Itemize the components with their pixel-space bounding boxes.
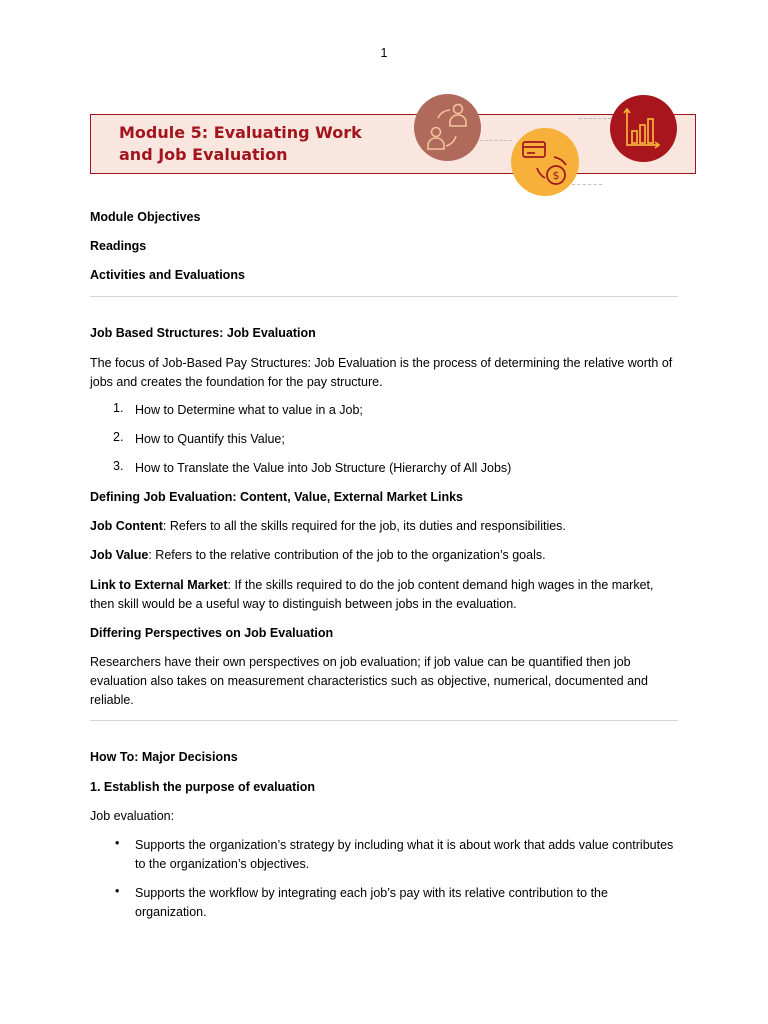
toc-link-readings[interactable]: Readings — [90, 239, 147, 253]
list-item: How to Determine what to value in a Job; — [135, 403, 363, 417]
bullet-dot: • — [115, 836, 120, 850]
people-exchange-icon — [414, 94, 481, 161]
list-number: 2. — [113, 430, 124, 444]
list-item: How to Translate the Value into Job Structure (Hierarchy of All Jobs) — [135, 461, 512, 475]
lead-text: Job evaluation: — [90, 809, 175, 823]
page-number: 1 — [380, 46, 388, 60]
defining-heading: Defining Job Evaluation: Content, Value, External Market Links — [90, 490, 463, 504]
bullet-dot: • — [115, 884, 120, 898]
job-content-term: Job Content — [90, 519, 163, 533]
dashed-connector — [480, 140, 512, 141]
external-market-paragraph — [90, 576, 680, 614]
divider — [90, 296, 678, 297]
intro-paragraph: The focus of Job-Based Pay Structures: Job Evaluation is the process of determining the relative worth of jobs and creates the foundation for the pay structure. — [90, 356, 673, 389]
bullet-item: Supports the workflow by integrating each job’s pay with its relative contribution to the organization. — [135, 886, 608, 919]
list-item: How to Quantify this Value; — [135, 432, 285, 446]
divider — [90, 720, 678, 721]
job-value-definition: : Refers to the relative contribution of the job to the organization’s goals. — [148, 548, 546, 562]
module-title-line1: Module 5: Evaluating Work — [119, 123, 362, 142]
list-number: 3. — [113, 459, 124, 473]
section-heading: Job Based Structures: Job Evaluation — [90, 326, 316, 340]
module-title-line2: and Job Evaluation — [119, 145, 288, 164]
job-content-paragraph — [90, 517, 680, 536]
module-title — [119, 122, 399, 166]
payment-card-dollar-icon — [511, 128, 579, 196]
toc-link-activities[interactable]: Activities and Evaluations — [90, 268, 245, 282]
external-market-definition: : If the skills required to do the job content demand high wages in the market, then skill would be a useful way to distinguish between jobs in the evaluation. — [90, 578, 654, 611]
svg-text:$: $ — [552, 169, 560, 182]
list-number: 1. — [113, 401, 124, 415]
perspectives-paragraph: Researchers have their own perspectives on job evaluation; if job value can be quantified then job evaluation also takes on measurement characteristics such as objective, numerical, documented and reliable. — [90, 655, 648, 707]
toc-link-module-objectives[interactable]: Module Objectives — [90, 210, 201, 224]
external-market-term: Link to External Market — [90, 578, 228, 592]
section-heading: How To: Major Decisions — [90, 750, 238, 764]
dashed-connector — [579, 118, 611, 119]
perspectives-heading: Differing Perspectives on Job Evaluation — [90, 626, 334, 640]
bar-chart-icon — [610, 95, 677, 162]
job-value-term: Job Value — [90, 548, 149, 562]
job-content-definition: : Refers to all the skills required for the job, its duties and responsibilities. — [162, 519, 566, 533]
step-heading: 1. Establish the purpose of evaluation — [90, 780, 316, 794]
job-value-paragraph — [90, 546, 680, 565]
bullet-item: Supports the organization’s strategy by including what it is about work that adds value contributes to the organization’s objectives. — [135, 838, 674, 871]
